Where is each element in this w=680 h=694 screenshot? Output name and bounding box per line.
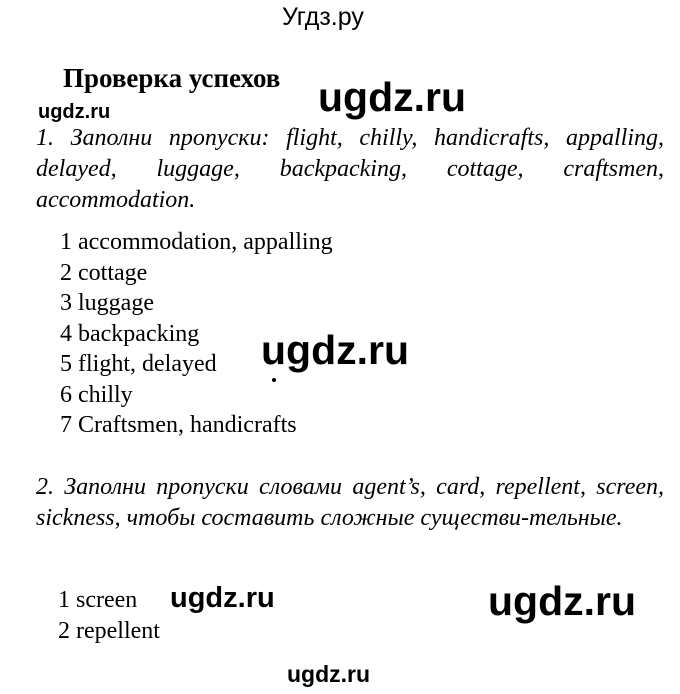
- watermark-logo: ugdz.ru: [318, 74, 467, 120]
- watermark-bottom: ugdz.ru: [287, 661, 371, 687]
- stray-dot: [272, 378, 276, 382]
- answer-line: 1 screen: [58, 587, 138, 613]
- task-2-answers: [58, 585, 160, 647]
- watermark-logo: ugdz.ru: [488, 578, 637, 624]
- answer-line: 2 repellent: [58, 618, 160, 644]
- watermark-top: Угдз.ру: [282, 3, 364, 31]
- watermark-small: ugdz.ru: [38, 101, 111, 123]
- watermark-logo: ugdz.ru: [261, 327, 410, 373]
- task-1-prompt: 1. Заполни пропуски: flight, chilly, handicrafts, appalling, delayed, luggage, backpacking, cottage, craftsmen, accommodation.: [36, 125, 664, 213]
- answer-line: 2 cottage: [60, 259, 148, 286]
- task-2-prompt: 2. Заполни пропуски словами agent’s, card, repellent, screen, sickness, чтобы составить сложные существи-тельные.: [36, 474, 664, 531]
- answer-line: 4 backpacking: [60, 320, 200, 347]
- answer-line: 5 flight, delayed: [60, 351, 217, 377]
- section-heading: Проверка успехов: [63, 63, 281, 93]
- answer-line: 6 chilly: [60, 381, 133, 408]
- answer-line: 1 accommodation, appalling: [60, 229, 333, 255]
- answer-line: 7 Craftsmen, handicrafts: [60, 412, 297, 438]
- watermark-logo: ugdz.ru: [170, 582, 275, 614]
- answer-line: 3 luggage: [60, 290, 154, 316]
